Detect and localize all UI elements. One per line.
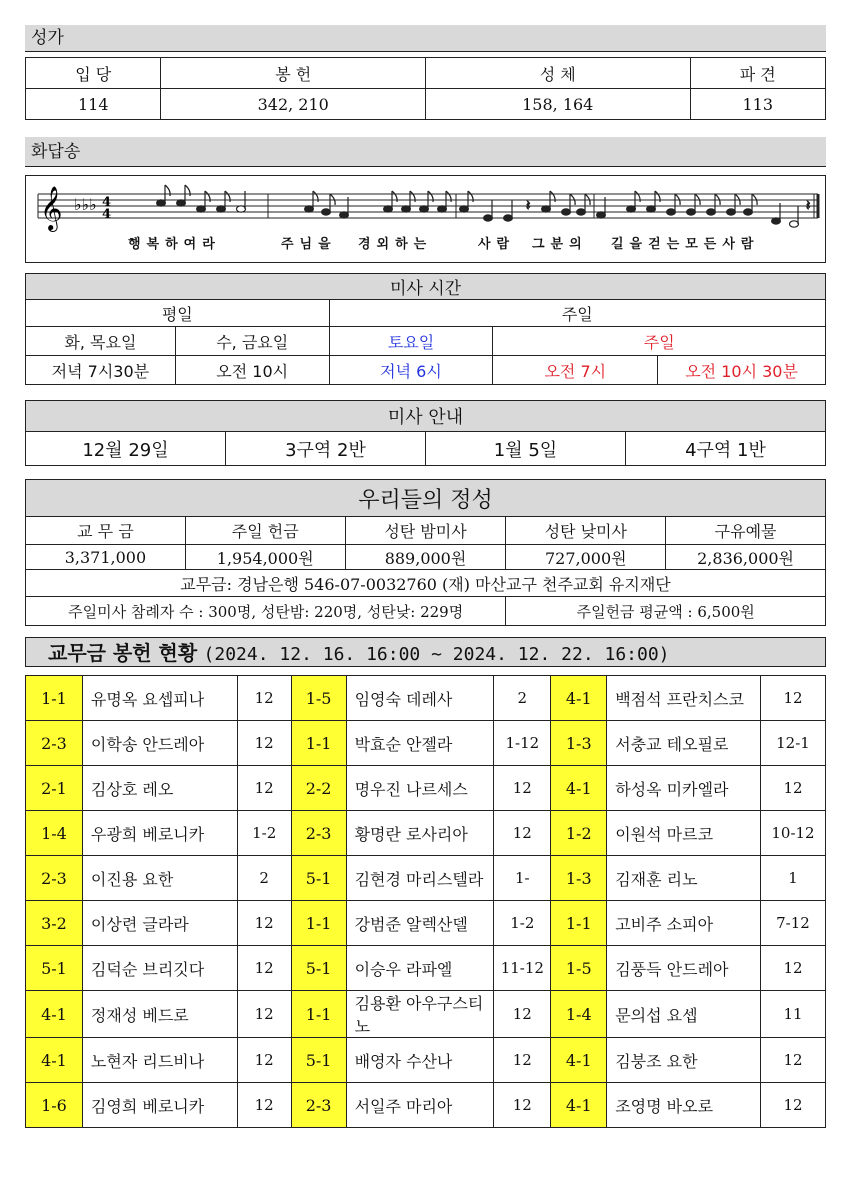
note-icon	[504, 215, 513, 221]
choir-header: 봉 헌	[161, 58, 426, 89]
dues-name: 김붕조 요한	[607, 1038, 761, 1083]
lyric-5: 그분의	[532, 237, 588, 252]
dues-group: 2-3	[291, 1083, 346, 1128]
dues-months: 12	[494, 766, 551, 811]
dues-name: 박효순 안젤라	[346, 721, 494, 766]
dues-name: 정재성 베드로	[82, 991, 237, 1038]
time-sunday-late: 오전 10시 30분	[658, 356, 826, 385]
svg-text:4: 4	[102, 207, 112, 222]
rest-icon: 𝄽	[526, 198, 531, 214]
time-wed-fri: 오전 10시	[175, 356, 329, 385]
dues-months: 12	[237, 1083, 291, 1128]
dues-period: (2024. 12. 16. 16:00 ~ 2024. 12. 22. 16:00)	[203, 644, 670, 665]
note-icon	[744, 209, 753, 215]
sunday-label: 주일	[329, 300, 825, 327]
dues-name: 황명란 로사리아	[346, 811, 494, 856]
dues-months: 1-12	[494, 721, 551, 766]
flat-icon: ♭♭♭	[74, 195, 97, 214]
offering-value: 1,954,000원	[185, 545, 345, 570]
dues-group: 5-1	[291, 856, 346, 901]
dues-name: 김상호 레오	[82, 766, 237, 811]
note-icon	[790, 221, 799, 227]
staff-notation	[26, 176, 825, 232]
note-icon	[647, 206, 656, 212]
dues-name: 김용환 아우구스티노	[346, 991, 494, 1038]
offering-header: 교 무 금	[26, 517, 186, 545]
note-icon	[217, 206, 226, 212]
offering-header: 주일 헌금	[185, 517, 345, 545]
lyric-6: 길을걷는모든사람	[611, 237, 760, 252]
dues-months: 12	[237, 946, 291, 991]
note-icon	[542, 206, 551, 212]
dues-group: 1-6	[26, 1083, 83, 1128]
dues-months: 12	[760, 1038, 825, 1083]
dues-group: 1-1	[291, 991, 346, 1038]
dues-group: 1-3	[551, 721, 607, 766]
dues-name: 김재훈 리노	[607, 856, 761, 901]
offering-value: 2,836,000원	[666, 545, 826, 570]
weekday-label: 평일	[26, 300, 330, 327]
note-icon	[460, 206, 469, 212]
table-row	[26, 676, 826, 721]
dues-months: 12	[760, 1083, 825, 1128]
dues-group: 1-5	[291, 676, 346, 721]
dues-name: 하성옥 미카엘라	[607, 766, 761, 811]
dues-months: 11	[760, 991, 825, 1038]
choir-value: 342, 210	[161, 89, 426, 120]
note-icon	[562, 209, 571, 215]
dues-group: 1-3	[551, 856, 607, 901]
note-icon	[402, 206, 411, 212]
choir-value: 114	[26, 89, 161, 120]
choir-table	[25, 57, 826, 120]
mass-guide-title: 미사 안내	[26, 401, 826, 432]
choir-header: 성 체	[425, 58, 690, 89]
note-icon	[667, 209, 676, 215]
lyric-3: 경외하는	[358, 237, 433, 252]
dues-title-bar	[25, 637, 826, 667]
choir-value: 113	[690, 89, 826, 120]
dues-months: 11-12	[494, 946, 551, 991]
table-row	[26, 721, 826, 766]
dues-group: 1-4	[551, 991, 607, 1038]
day-sunday: 주일	[493, 327, 826, 356]
note-icon	[340, 212, 349, 218]
dues-months: 12	[494, 991, 551, 1038]
average-offering: 주일헌금 평균액 : 6,500원	[506, 597, 826, 626]
dues-name: 이원석 마르코	[607, 811, 761, 856]
dues-name: 김덕순 브리깃다	[82, 946, 237, 991]
dues-months: 12	[237, 721, 291, 766]
note-icon	[305, 206, 314, 212]
dues-name: 강범준 알렉산델	[346, 901, 494, 946]
dues-group: 1-2	[551, 811, 607, 856]
dues-name: 김현경 마리스텔라	[346, 856, 494, 901]
dues-name: 조영명 바오로	[607, 1083, 761, 1128]
note-icon	[772, 218, 781, 224]
rest-icon: 𝄽	[806, 198, 811, 214]
time-tue-thu: 저녁 7시30분	[26, 356, 176, 385]
dues-name: 우광희 베로니카	[82, 811, 237, 856]
guide-date-1: 12월 29일	[26, 432, 226, 466]
guide-group-2: 4구역 1반	[626, 432, 826, 466]
guide-date-2: 1월 5일	[426, 432, 626, 466]
dues-group: 4-1	[26, 991, 83, 1038]
mass-time-title: 미사 시간	[26, 274, 826, 300]
account-info: 교무금: 경남은행 546-07-0032760 (재) 마산교구 천주교회 유지재단	[26, 570, 826, 597]
mass-guide-table	[25, 400, 826, 466]
day-tue-thu: 화, 목요일	[26, 327, 176, 356]
offering-header: 구유예물	[666, 517, 826, 545]
offering-value: 3,371,000	[26, 545, 186, 570]
note-icon	[157, 200, 166, 206]
dues-name: 김풍득 안드레아	[607, 946, 761, 991]
dues-group: 4-1	[26, 1038, 83, 1083]
music-score	[25, 175, 826, 263]
table-row	[26, 1038, 826, 1083]
dues-group: 2-3	[26, 721, 83, 766]
dues-group: 2-3	[291, 811, 346, 856]
table-row	[26, 991, 826, 1038]
dues-months: 12	[760, 766, 825, 811]
dues-group: 1-4	[26, 811, 83, 856]
table-row	[26, 766, 826, 811]
offering-title: 우리들의 정성	[26, 480, 826, 517]
dues-months: 12	[494, 811, 551, 856]
dues-name: 백점석 프란치스코	[607, 676, 761, 721]
choir-header: 파 견	[690, 58, 826, 89]
table-row	[26, 1083, 826, 1128]
dues-group: 5-1	[291, 1038, 346, 1083]
dues-group: 1-1	[551, 901, 607, 946]
dues-group: 1-1	[291, 721, 346, 766]
lyric-4: 사람	[478, 237, 516, 252]
dues-months: 1-2	[494, 901, 551, 946]
response-section-title: 화답송	[25, 137, 826, 167]
dues-name: 고비주 소피아	[607, 901, 761, 946]
dues-group: 1-1	[26, 676, 83, 721]
choir-header: 입 당	[26, 58, 161, 89]
dues-months: 2	[237, 856, 291, 901]
dues-months: 12	[237, 766, 291, 811]
note-icon	[597, 212, 606, 218]
dues-months: 1-	[494, 856, 551, 901]
dues-name: 이진용 요한	[82, 856, 237, 901]
dues-group: 4-1	[551, 1083, 607, 1128]
dues-group: 5-1	[291, 946, 346, 991]
note-icon	[707, 209, 716, 215]
offering-value: 727,000원	[506, 545, 666, 570]
dues-group: 2-1	[26, 766, 83, 811]
choir-section-title: 성가	[25, 25, 826, 52]
dues-months: 10-12	[760, 811, 825, 856]
dues-months: 12	[237, 676, 291, 721]
lyric-2: 주님을	[281, 237, 337, 252]
note-icon	[627, 206, 636, 212]
lyric-1: 행복하여라	[128, 237, 221, 252]
time-saturday: 저녁 6시	[329, 356, 493, 385]
day-wed-fri: 수, 금요일	[175, 327, 329, 356]
dues-name: 이승우 라파엘	[346, 946, 494, 991]
dues-group: 4-1	[551, 676, 607, 721]
dues-group: 4-1	[551, 1038, 607, 1083]
dues-name: 이학송 안드레아	[82, 721, 237, 766]
dues-group: 1-5	[551, 946, 607, 991]
note-icon	[484, 215, 493, 221]
note-icon	[177, 200, 186, 206]
note-icon	[577, 209, 586, 215]
dues-months: 12	[760, 946, 825, 991]
dues-title: 교무금 봉헌 현황	[48, 641, 198, 665]
dues-months: 12	[237, 1038, 291, 1083]
note-icon	[237, 206, 246, 212]
dues-name: 유명옥 요셉피나	[82, 676, 237, 721]
dues-group: 2-3	[26, 856, 83, 901]
guide-group-1: 3구역 2반	[226, 432, 426, 466]
dues-name: 임영숙 데레사	[346, 676, 494, 721]
dues-months: 12	[494, 1038, 551, 1083]
dues-group: 3-2	[26, 901, 83, 946]
note-icon	[420, 206, 429, 212]
dues-months: 2	[494, 676, 551, 721]
dues-group: 4-1	[551, 766, 607, 811]
treble-clef-icon: 𝄞	[40, 186, 63, 230]
note-icon	[727, 209, 736, 215]
table-row	[26, 901, 826, 946]
time-signature: 4	[102, 195, 112, 210]
dues-name: 노현자 리드비나	[82, 1038, 237, 1083]
mass-time-table	[25, 273, 826, 385]
dues-group: 1-1	[291, 901, 346, 946]
dues-months: 7-12	[760, 901, 825, 946]
dues-name: 배영자 수산나	[346, 1038, 494, 1083]
dues-table	[25, 675, 826, 1128]
dues-group: 5-1	[26, 946, 83, 991]
time-sunday-early: 오전 7시	[493, 356, 658, 385]
note-icon	[197, 206, 206, 212]
table-row	[26, 946, 826, 991]
offering-table	[25, 479, 826, 626]
offering-header: 성탄 낮미사	[506, 517, 666, 545]
dues-name: 문의섭 요셉	[607, 991, 761, 1038]
dues-months: 12	[760, 676, 825, 721]
dues-name: 김영희 베로니카	[82, 1083, 237, 1128]
dues-months: 12-1	[760, 721, 825, 766]
dues-name: 명우진 나르세스	[346, 766, 494, 811]
dues-group: 2-2	[291, 766, 346, 811]
table-row	[26, 856, 826, 901]
offering-header: 성탄 밤미사	[345, 517, 506, 545]
dues-name: 서일주 마리아	[346, 1083, 494, 1128]
offering-value: 889,000원	[345, 545, 506, 570]
dues-months: 12	[237, 901, 291, 946]
dues-name: 이상련 글라라	[82, 901, 237, 946]
choir-value: 158, 164	[425, 89, 690, 120]
dues-months: 1	[760, 856, 825, 901]
dues-months: 1-2	[237, 811, 291, 856]
dues-months: 12	[494, 1083, 551, 1128]
note-icon	[438, 206, 447, 212]
note-icon	[322, 209, 331, 215]
dues-name: 서충교 테오필로	[607, 721, 761, 766]
attendance-info: 주일미사 참례자 수 : 300명, 성탄밤: 220명, 성탄낮: 229명	[26, 597, 506, 626]
table-row	[26, 811, 826, 856]
dues-months: 12	[237, 991, 291, 1038]
day-saturday: 토요일	[329, 327, 493, 356]
note-icon	[384, 206, 393, 212]
note-icon	[687, 209, 696, 215]
